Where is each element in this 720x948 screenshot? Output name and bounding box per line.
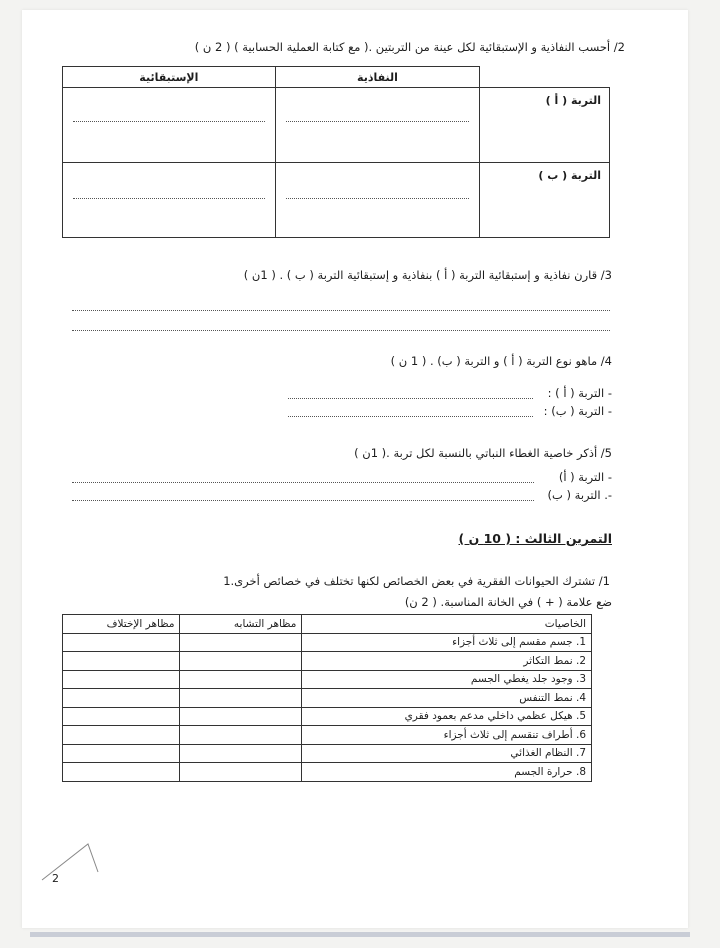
difference-cell[interactable] bbox=[63, 707, 180, 726]
difference-cell[interactable] bbox=[63, 633, 180, 652]
difference-cell[interactable] bbox=[63, 670, 180, 689]
similarity-cell[interactable] bbox=[180, 744, 302, 763]
answer-line[interactable] bbox=[288, 398, 533, 399]
permeability-table bbox=[62, 66, 610, 238]
feature-row: 1. جسم مقسم إلى ثلاث أجزاء bbox=[302, 633, 592, 652]
q4-item-b: - التربة ( ب) : bbox=[543, 404, 612, 418]
answer-line[interactable] bbox=[72, 330, 610, 331]
col-similarity: مظاهر التشابه bbox=[180, 615, 302, 634]
ex3-q1-line2: ضع علامة ( + ) في الخانة المناسبة. ( 2 ن) bbox=[404, 595, 612, 609]
q3-title: 3/ قارن نفاذية و إستبقائية التربة ( أ ) بنفاذية و إستبقائية التربة ( ب ) . ( 1ن ) bbox=[243, 268, 612, 282]
feature-row: 6. أطراف تنقسم إلى ثلاث أجزاء bbox=[302, 726, 592, 745]
answer-line[interactable] bbox=[288, 416, 533, 417]
similarity-cell[interactable] bbox=[180, 707, 302, 726]
col-retention: الإستبقائية bbox=[63, 67, 276, 88]
col-permeability: النفاذية bbox=[275, 67, 480, 88]
difference-cell[interactable] bbox=[63, 744, 180, 763]
feature-row: 4. نمط التنفس bbox=[302, 689, 592, 708]
q5-item-b: -. التربة ( ب) bbox=[547, 488, 612, 502]
col-difference: مظاهر الإختلاف bbox=[63, 615, 180, 634]
page-corner-fold bbox=[40, 842, 100, 882]
row-soil-b: التربة ( ب ) bbox=[480, 163, 610, 238]
similarity-cell[interactable] bbox=[180, 633, 302, 652]
q5-item-a: - التربة ( أ) bbox=[558, 470, 612, 484]
difference-cell[interactable] bbox=[63, 689, 180, 708]
feature-row: 7. النظام الغذائي bbox=[302, 744, 592, 763]
ex3-q1-line1: 1/ تشترك الحيوانات الفقرية في بعض الخصائص لكنها تختلف في خصائص أخرى.1 bbox=[223, 574, 610, 588]
corner-cell bbox=[480, 67, 610, 88]
difference-cell[interactable] bbox=[63, 726, 180, 745]
difference-cell[interactable] bbox=[63, 763, 180, 782]
feature-row: 3. وجود جلد يغطي الجسم bbox=[302, 670, 592, 689]
q2-title: 2/ أحسب النفاذية و الإستبقائية لكل عينة من التربتين .( مع كتابة العملية الحسابية ) ( 2 ن ) bbox=[194, 40, 625, 54]
q4-item-a: - التربة ( أ ) : bbox=[547, 386, 612, 400]
difference-cell[interactable] bbox=[63, 652, 180, 671]
vertebrates-table bbox=[62, 614, 592, 782]
answer-line[interactable] bbox=[72, 310, 610, 311]
similarity-cell[interactable] bbox=[180, 689, 302, 708]
col-features: الخاصيات bbox=[302, 615, 592, 634]
cell-b-permeability[interactable] bbox=[275, 163, 480, 238]
similarity-cell[interactable] bbox=[180, 670, 302, 689]
answer-line[interactable] bbox=[72, 482, 534, 483]
q4-title: 4/ ماهو نوع التربة ( أ ) و التربة ( ب) . ( 1 ن ) bbox=[390, 354, 612, 368]
page-number: 2 bbox=[52, 872, 59, 885]
q5-title: 5/ أذكر خاصية الغطاء النباتي بالنسبة لكل تربة .( 1ن ) bbox=[354, 446, 612, 460]
cell-a-retention[interactable] bbox=[63, 88, 276, 163]
feature-row: 5. هيكل عظمي داخلي مدعم بعمود فقري bbox=[302, 707, 592, 726]
answer-line[interactable] bbox=[72, 500, 534, 501]
exercise-3-heading: التمرين الثالث : ( 10 ن ) bbox=[458, 531, 612, 546]
similarity-cell[interactable] bbox=[180, 726, 302, 745]
row-soil-a: التربة ( أ ) bbox=[480, 88, 610, 163]
similarity-cell[interactable] bbox=[180, 652, 302, 671]
cell-a-permeability[interactable] bbox=[275, 88, 480, 163]
feature-row: 2. نمط التكاثر bbox=[302, 652, 592, 671]
cell-b-retention[interactable] bbox=[63, 163, 276, 238]
similarity-cell[interactable] bbox=[180, 763, 302, 782]
feature-row: 8. حرارة الجسم bbox=[302, 763, 592, 782]
bottom-scroll-strip bbox=[30, 932, 690, 937]
